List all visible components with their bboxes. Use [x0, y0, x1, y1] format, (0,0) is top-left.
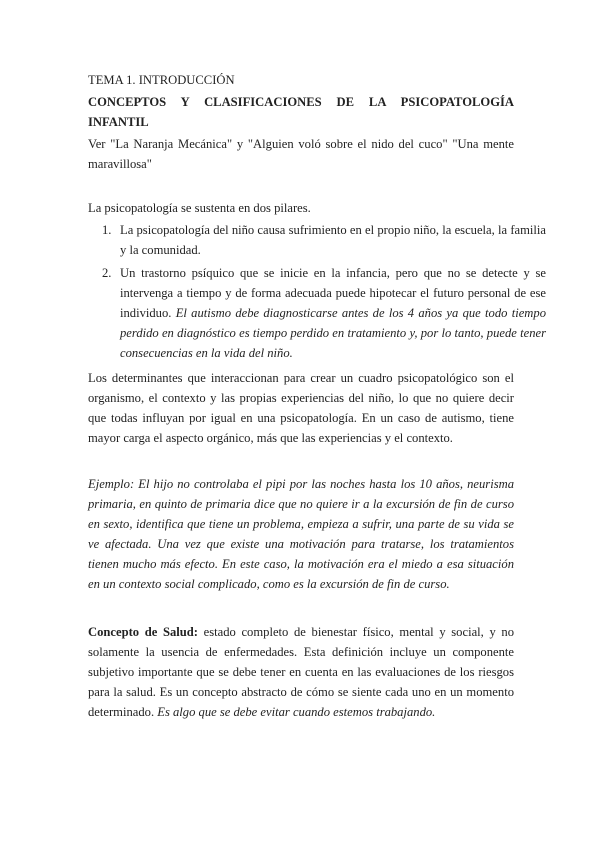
health-paragraph	[88, 622, 514, 722]
pillars-list	[88, 220, 546, 366]
health-italic-note: Es algo que se debe evitar cuando estemos trabajando.	[157, 705, 436, 719]
determinants-paragraph: Los determinantes que interaccionan para crear un cuadro psicopatológico son el organismo, el contexto y las propias experiencias del niño, lo que no quiere decir que todas influyan por igual en una psicopatología. En un caso de autismo, tiene mayor carga el aspecto orgánico, más que las experiencias y el contexto.	[88, 371, 514, 445]
pillar-number-1: 1.	[102, 223, 112, 237]
example-paragraph: Ejemplo: El hijo no controlaba el pipi por las noches hasta los 10 años, neurisma primaria, en quinto de primaria dice que no quiere ir a la excursión de fin de curso en sexto, identifica que tiene un problema, empieza a sufrir, una parte de su vida se ve afectada. Una vez que existe una motivación para tratarse, los tratamientos tienen mucho más efecto. En este caso, la motivación era el miedo a esa situación en un contexto social complicado, como es la excursión de fin de curso.	[88, 477, 514, 591]
pillar-text-1: La psicopatología del niño causa sufrimiento en el propio niño, la escuela, la familia y la comunidad.	[120, 223, 546, 257]
pillars-intro: La psicopatología se sustenta en dos pilares.	[88, 201, 311, 215]
pillar-item-2	[102, 263, 546, 363]
document-title: CONCEPTOS Y CLASIFICACIONES DE LA PSICOPATOLOGÍA INFANTIL	[88, 95, 514, 129]
health-definition: estado completo de bienestar físico, mental y social, y no solamente la usencia de enfermedades. Esta definición incluye un componente subjetivo importante que se debe tener en cuenta en las evaluaciones de los riesgos para la salud. Es un concepto abstracto de cómo se siente cada uno en un momento determinado.	[88, 625, 514, 719]
pillar-text-2: Un trastorno psíquico que se inicie en la infancia, pero que no se detecte y se intervenga a tiempo y de forma adecuada puede hipotecar el futuro personal de ese individuo.	[120, 266, 546, 320]
topic-heading: TEMA 1. INTRODUCCIÓN	[88, 73, 235, 87]
health-term: Concepto de Salud:	[88, 625, 198, 639]
pillar-item-1	[102, 220, 546, 260]
pillar-italic-2: El autismo debe diagnosticarse antes de los 4 años ya que todo tiempo perdido en diagnóstico es tiempo perdido en tratamiento y, por lo tanto, puede tener consecuencias en la vida del niño.	[120, 306, 546, 360]
references-paragraph: Ver "La Naranja Mecánica" y "Alguien voló sobre el nido del cuco" "Una mente maravillosa"	[88, 137, 514, 171]
pillar-number-2: 2.	[102, 266, 112, 280]
